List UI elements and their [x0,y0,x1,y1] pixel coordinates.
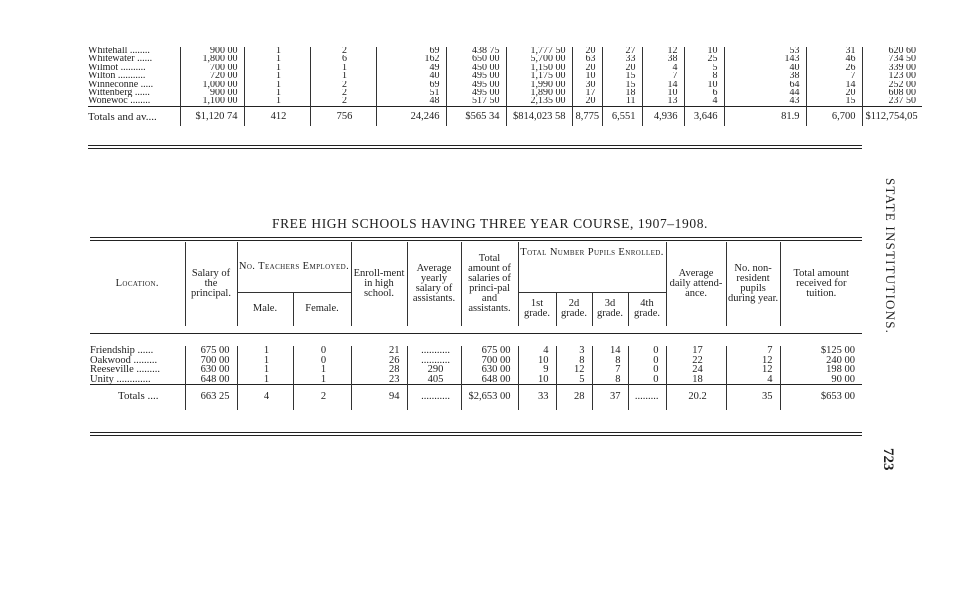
header-location: Location. [115,278,159,289]
bottom-cell: 8 [592,375,628,385]
top-row [88,55,922,63]
top-cell: 123 00 [862,72,922,80]
bottom-cell: 0 [293,346,351,356]
bottom-row [90,375,862,385]
header-grade-4: 4th grade. [628,292,666,326]
top-continuation-table [88,47,922,126]
top-cell: 15 [602,81,642,89]
bottom-cell: 7 [726,346,780,356]
top-row [88,64,922,72]
header-enrollment: Enroll-ment in high school. [351,242,407,326]
top-cell: 20 [572,97,602,106]
header-pupils: Total Number Pupils Enrolled. [518,242,666,292]
top-cell: 15 [602,72,642,80]
top-cell: 5,700 00 [506,55,572,63]
top-cell: 6 [684,89,724,97]
bottom-cell: 630 00 [185,365,237,375]
top-cell: 1,175 00 [506,72,572,80]
bottom-cell: 24 [666,365,726,375]
top-cell: 8 [684,72,724,80]
top-location-cell: Wilton ........... [88,72,146,81]
bottom-totals-cell: 663 25 [185,385,237,411]
top-cell: 162 [376,55,446,63]
top-cell: 1,777 50 [506,47,572,55]
bottom-cell: 8 [592,356,628,366]
top-cell: 40 [724,64,806,72]
header-bottom-rule [90,333,862,334]
top-cell: 4 [642,64,684,72]
top-totals-cell: 8,775 [572,106,602,126]
bottom-totals-label: Totals .... [90,385,185,411]
bottom-cell: 22 [666,356,726,366]
schools-data-table [90,346,862,410]
top-cell: 1 [244,64,310,72]
bottom-cell: 4 [726,375,780,385]
bottom-cell: 23 [351,375,407,385]
bottom-cell: 1 [237,356,293,366]
header-female: Female. [293,292,351,326]
top-row [88,81,922,89]
top-cell: 237 50 [862,97,922,106]
top-totals-cell: 6,700 [806,106,862,126]
header-grade-2: 2d grade. [556,292,592,326]
header-grade-1: 1st grade. [518,292,556,326]
top-cell: 1 [244,81,310,89]
top-cell: 2,135 00 [506,97,572,106]
bottom-cell: 1 [237,375,293,385]
top-cell: 608 00 [862,89,922,97]
top-cell: 12 [642,47,684,55]
top-cell: 38 [724,72,806,80]
top-cell: 10 [572,72,602,80]
bottom-cell: 8 [556,356,592,366]
bottom-row [90,365,862,375]
top-cell: 2 [310,47,376,55]
bottom-cell: 28 [351,365,407,375]
top-cell: 252 00 [862,81,922,89]
bottom-cell: 18 [666,375,726,385]
bottom-cell: 7 [592,365,628,375]
top-cell: 438 75 [446,47,506,55]
bottom-cell: 648 00 [461,375,518,385]
bottom-totals-cell: 4 [237,385,293,411]
top-cell: 20 [572,64,602,72]
top-cell: 48 [376,97,446,106]
bottom-cell: 9 [518,365,556,375]
top-cell: 1 [310,72,376,80]
top-location-cell: Wonewoc ........ [88,97,151,107]
top-cell: 1,000 00 [180,81,244,89]
top-cell: 64 [724,81,806,89]
top-cell: 1,800 00 [180,55,244,63]
bottom-cell: 240 00 [780,356,862,366]
top-cell: 1 [244,47,310,55]
top-totals-cell: 81.9 [724,106,806,126]
top-totals-cell: $814,023 58 [506,106,572,126]
bottom-cell: 0 [628,356,666,366]
top-cell: 1 [244,55,310,63]
top-cell: 1 [244,89,310,97]
bottom-cell: 12 [726,356,780,366]
top-cell: 2 [310,81,376,89]
top-cell: 25 [684,55,724,63]
top-cell: 495 00 [446,89,506,97]
top-totals-cell: 3,646 [684,106,724,126]
top-cell: 700 00 [180,64,244,72]
bottom-cell: 700 00 [461,356,518,366]
bottom-cell: 700 00 [185,356,237,366]
bottom-totals-cell: 20.2 [666,385,726,411]
top-cell: 1 [244,97,310,106]
top-table-rule-2 [88,148,862,149]
bottom-cell: 0 [628,365,666,375]
header-tuition: Total amount received for tuition. [780,242,862,326]
bottom-location-cell: Friendship ...... [90,346,154,356]
header-grade-3: 3d grade. [592,292,628,326]
top-cell: 495 00 [446,81,506,89]
bottom-totals-cell: 28 [556,385,592,411]
top-totals-cell: 6,551 [602,106,642,126]
top-cell: 2 [310,89,376,97]
bottom-cell: 630 00 [461,365,518,375]
bottom-cell: 10 [518,375,556,385]
top-cell: 900 00 [180,47,244,55]
bottom-cell: 405 [407,375,461,385]
top-cell: 44 [724,89,806,97]
bottom-cell: 0 [293,356,351,366]
bottom-totals-cell: 37 [592,385,628,411]
top-totals-cell: $112,754,05 [862,106,922,126]
top-location-cell: Winneconne ..... [88,80,154,90]
bottom-location-cell: Unity ............. [90,374,151,385]
top-cell: 13 [642,97,684,106]
top-cell: 69 [376,81,446,89]
bottom-cell: 198 00 [780,365,862,375]
header-top-rule [90,237,862,238]
section-title: FREE HIGH SCHOOLS HAVING THREE YEAR COURSE, 1907–1908. [271,216,709,231]
top-cell: 5 [684,64,724,72]
top-cell: 33 [602,55,642,63]
top-cell: 495 00 [446,72,506,80]
top-cell: 14 [806,81,862,89]
header-salary: Salary of the principal. [185,242,237,326]
top-location-cell: Wittenberg ...... [88,89,150,98]
top-cell: 339 00 [862,64,922,72]
header-attendance: Average daily attend-ance. [666,242,726,326]
bottom-cell: 90 00 [780,375,862,385]
header-nonresident: No. non-resident pupils during year. [726,242,780,326]
bottom-location-cell: Oakwood ......... [90,355,158,366]
bottom-totals-cell: $653 00 [780,385,862,411]
bottom-totals-cell: ........... [407,385,461,411]
top-totals-cell: 412 [244,106,310,126]
top-row [88,89,922,97]
top-cell: 720 00 [180,72,244,80]
bottom-cell: 14 [592,346,628,356]
bottom-cell: 5 [556,375,592,385]
top-location-cell: Whitewater ...... [88,55,153,64]
bottom-rule-2 [90,435,862,436]
top-cell: 20 [806,89,862,97]
top-cell: 450 00 [446,64,506,72]
top-cell: 7 [806,72,862,80]
bottom-cell: 675 00 [461,346,518,356]
top-cell: 27 [602,47,642,55]
header-top-rule-2 [90,240,862,241]
bottom-cell: 1 [237,346,293,356]
bottom-cell: 17 [666,346,726,356]
top-cell: 20 [602,64,642,72]
top-cell: 11 [602,97,642,106]
bottom-totals-row [90,385,862,411]
top-location-cell: Whitehall ........ [88,47,150,56]
top-cell: 20 [572,47,602,55]
top-totals-row [88,106,922,126]
bottom-cell: 1 [293,375,351,385]
top-totals-cell: 4,936 [642,106,684,126]
bottom-totals-cell: 94 [351,385,407,411]
top-totals-cell: $565 34 [446,106,506,126]
top-row [88,97,922,106]
bottom-cell: 12 [556,365,592,375]
top-cell: 1,990 00 [506,81,572,89]
top-cell: 15 [806,97,862,106]
top-cell: 14 [642,81,684,89]
top-table-body [88,47,922,126]
bottom-cell: ........... [407,356,461,366]
bottom-row [90,346,862,356]
bottom-cell: 1 [293,365,351,375]
bottom-totals-cell: 33 [518,385,556,411]
top-cell: 51 [376,89,446,97]
bottom-cell: 290 [407,365,461,375]
top-cell: 900 00 [180,89,244,97]
top-cell: 517 50 [446,97,506,106]
top-totals-cell: 756 [310,106,376,126]
bottom-cell: 0 [628,346,666,356]
schools-table-body [90,346,862,410]
top-cell: 17 [572,89,602,97]
top-totals-cell: 24,246 [376,106,446,126]
bottom-totals-cell: 35 [726,385,780,411]
bottom-cell: 10 [518,356,556,366]
top-cell: 38 [642,55,684,63]
top-cell: 10 [684,81,724,89]
header-avg-salary: Average yearly salary of assistants. [407,242,461,326]
top-cell: 43 [724,97,806,106]
top-cell: 734 50 [862,55,922,63]
bottom-totals-cell: ......... [628,385,666,411]
top-cell: 63 [572,55,602,63]
running-head: STATE INSTITUTIONS. [883,178,898,335]
bottom-totals-cell: 2 [293,385,351,411]
top-cell: 69 [376,47,446,55]
bottom-cell: 1 [237,365,293,375]
top-cell: 143 [724,55,806,63]
top-row [88,72,922,80]
top-cell: 26 [806,64,862,72]
top-location-cell: Wilmot .......... [88,63,146,73]
top-table-rule [88,145,862,146]
bottom-totals-cell: $2,653 00 [461,385,518,411]
bottom-location-cell: Reeseville ......... [90,365,160,375]
top-cell: 1,890 00 [506,89,572,97]
bottom-cell: ........... [407,346,461,356]
header-total-salaries: Total amount of salaries of princi-pal and assistants. [461,242,518,326]
top-cell: 1 [310,64,376,72]
bottom-cell: 648 00 [185,375,237,385]
top-cell: 1,100 00 [180,97,244,106]
top-totals-label: Totals and av.... [88,106,180,126]
top-cell: 650 00 [446,55,506,63]
header-male: Male. [237,292,293,326]
top-cell: 10 [642,89,684,97]
top-cell: 53 [724,47,806,55]
top-cell: 18 [602,89,642,97]
page-number: 723 [880,448,896,471]
bottom-cell: 675 00 [185,346,237,356]
top-cell: 46 [806,55,862,63]
top-cell: 40 [376,72,446,80]
top-cell: 4 [684,97,724,106]
top-totals-cell: $1,120 74 [180,106,244,126]
top-cell: 620 60 [862,47,922,55]
top-cell: 6 [310,55,376,63]
top-cell: 10 [684,47,724,55]
top-cell: 1,150 00 [506,64,572,72]
column-header-table [90,242,862,326]
top-cell: 7 [642,72,684,80]
bottom-cell: 21 [351,346,407,356]
bottom-cell: 4 [518,346,556,356]
top-cell: 31 [806,47,862,55]
bottom-cell: 12 [726,365,780,375]
bottom-cell: $125 00 [780,346,862,356]
bottom-cell: 0 [628,375,666,385]
top-cell: 1 [244,72,310,80]
bottom-rule [90,432,862,433]
top-cell: 2 [310,97,376,106]
top-cell: 30 [572,81,602,89]
top-cell: 49 [376,64,446,72]
bottom-cell: 26 [351,356,407,366]
top-row [88,47,922,55]
bottom-cell: 3 [556,346,592,356]
bottom-row [90,356,862,366]
header-teachers: No. Teachers Employed. [237,242,351,292]
